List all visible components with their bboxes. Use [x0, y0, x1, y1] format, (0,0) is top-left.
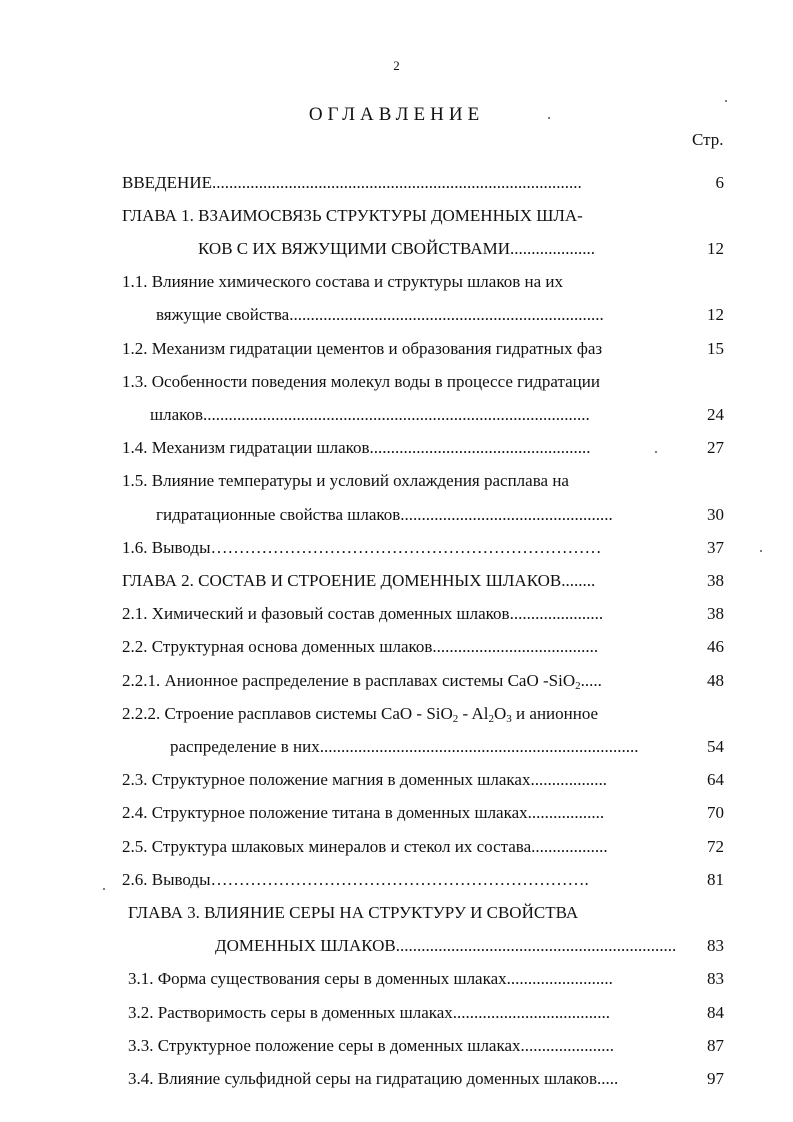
toc-entry-page: 38: [707, 604, 724, 623]
pages-column-header: Стр.: [692, 130, 724, 149]
toc-entry-text: ВВЕДЕНИЕ.......................................................................................: [122, 173, 582, 192]
toc-entry-page: 30: [707, 505, 724, 524]
toc-entry-text: ГЛАВА 2. СОСТАВ И СТРОЕНИЕ ДОМЕННЫХ ШЛАКОВ........: [122, 571, 596, 590]
toc-entry-text: 1.1. Влияние химического состава и структуры шлаков на их: [122, 272, 563, 291]
toc-entry-text: распределение в них...........................................................................: [170, 737, 639, 756]
toc-entry-text: ДОМЕННЫХ ШЛАКОВ..................................................................: [215, 936, 677, 955]
toc-entry-page: 70: [707, 803, 724, 822]
page-title: ОГЛАВЛЕНИЕ: [308, 104, 485, 125]
toc-entry-text: 1.2. Механизм гидратации цементов и образования гидратных фаз: [122, 339, 603, 358]
toc-entry-text: 2.2. Структурная основа доменных шлаков.......................................: [122, 637, 599, 656]
scan-speck: [103, 888, 105, 890]
scan-speck: [548, 117, 550, 119]
toc-entry-text: 2.5. Структура шлаковых минералов и стекол их состава..................: [122, 837, 608, 856]
toc-entry-text: ГЛАВА 1. ВЗАИМОСВЯЗЬ СТРУКТУРЫ ДОМЕННЫХ ШЛА-: [122, 206, 583, 225]
toc-entry-page: 48: [707, 671, 724, 690]
toc-entry-page: 15: [707, 339, 724, 358]
scan-speck: [725, 100, 727, 102]
toc-entry-text: 2.2.1. Анионное распределение в расплавах системы CaO -SiO$_2$.....: [122, 671, 602, 692]
toc-entry-page: 83: [707, 969, 724, 988]
toc-entry-text: 3.3. Структурное положение серы в доменных шлаках......................: [128, 1036, 615, 1055]
toc-entry-text: 2.6. Выводы………………………………………………………….: [122, 870, 589, 889]
toc-entry-page: 12: [707, 239, 724, 258]
toc-entry-text: гидратационные свойства шлаков..................................................: [156, 505, 613, 524]
toc-entry-text: 2.1. Химический и фазовый состав доменных шлаков......................: [122, 604, 604, 623]
toc-entry-text: 1.6. Выводы……………………………………………………………: [122, 538, 602, 557]
toc-entry-text: 2.4. Структурное положение титана в доменных шлаках..................: [122, 803, 605, 822]
toc-entry-text: 3.1. Форма существования серы в доменных шлаках.........................: [128, 969, 613, 988]
toc-entry-page: 27: [707, 438, 724, 457]
toc-entry-text: 1.3. Особенности поведения молекул воды в процессе гидратации: [122, 372, 600, 391]
page-number: 2: [393, 58, 400, 73]
toc-entry-page: 6: [715, 173, 724, 192]
scan-speck: [655, 451, 657, 453]
toc-entry-page: 24: [707, 405, 724, 424]
toc-entry-page: 83: [707, 936, 724, 955]
toc-entry-text: КОВ С ИХ ВЯЖУЩИМИ СВОЙСТВАМИ....................: [198, 239, 595, 258]
toc-entry-page: 37: [707, 538, 724, 557]
toc-entry-page: 64: [707, 770, 724, 789]
toc-entry-page: 87: [707, 1036, 724, 1055]
toc-entry-text: 3.4. Влияние сульфидной серы на гидратацию доменных шлаков.....: [128, 1069, 619, 1088]
toc-entry-text: 1.5. Влияние температуры и условий охлаждения расплава на: [122, 471, 569, 490]
toc-entry-page: 54: [707, 737, 724, 756]
toc-entry-text: 2.2.2. Строение расплавов системы CaO - $SiO_2 - Al_2O_3$ и анионное: [122, 704, 599, 725]
toc-entry-page: 84: [707, 1003, 724, 1022]
toc-entry-page: 72: [707, 837, 724, 856]
toc-entry-page: 81: [707, 870, 724, 889]
toc-entry-text: 2.3. Структурное положение магния в доменных шлаках..................: [122, 770, 607, 789]
toc-entry-page: 46: [707, 637, 724, 656]
toc-entry-text: шлаков...........................................................................................: [150, 405, 590, 424]
toc-entry-page: 38: [707, 571, 724, 590]
toc-entry-text: ГЛАВА 3. ВЛИЯНИЕ СЕРЫ НА СТРУКТУРУ И СВОЙСТВА: [128, 903, 579, 922]
toc-entry-page: 97: [707, 1069, 724, 1088]
toc-entry-text: вяжущие свойства..........................................................................: [156, 305, 604, 324]
toc-entry-page: 12: [707, 305, 724, 324]
toc-entry-text: 3.2. Растворимость серы в доменных шлаках.....................................: [128, 1003, 611, 1022]
scan-speck: [760, 550, 762, 552]
toc-entry-text: 1.4. Механизм гидратации шлаков....................................................: [122, 438, 591, 457]
